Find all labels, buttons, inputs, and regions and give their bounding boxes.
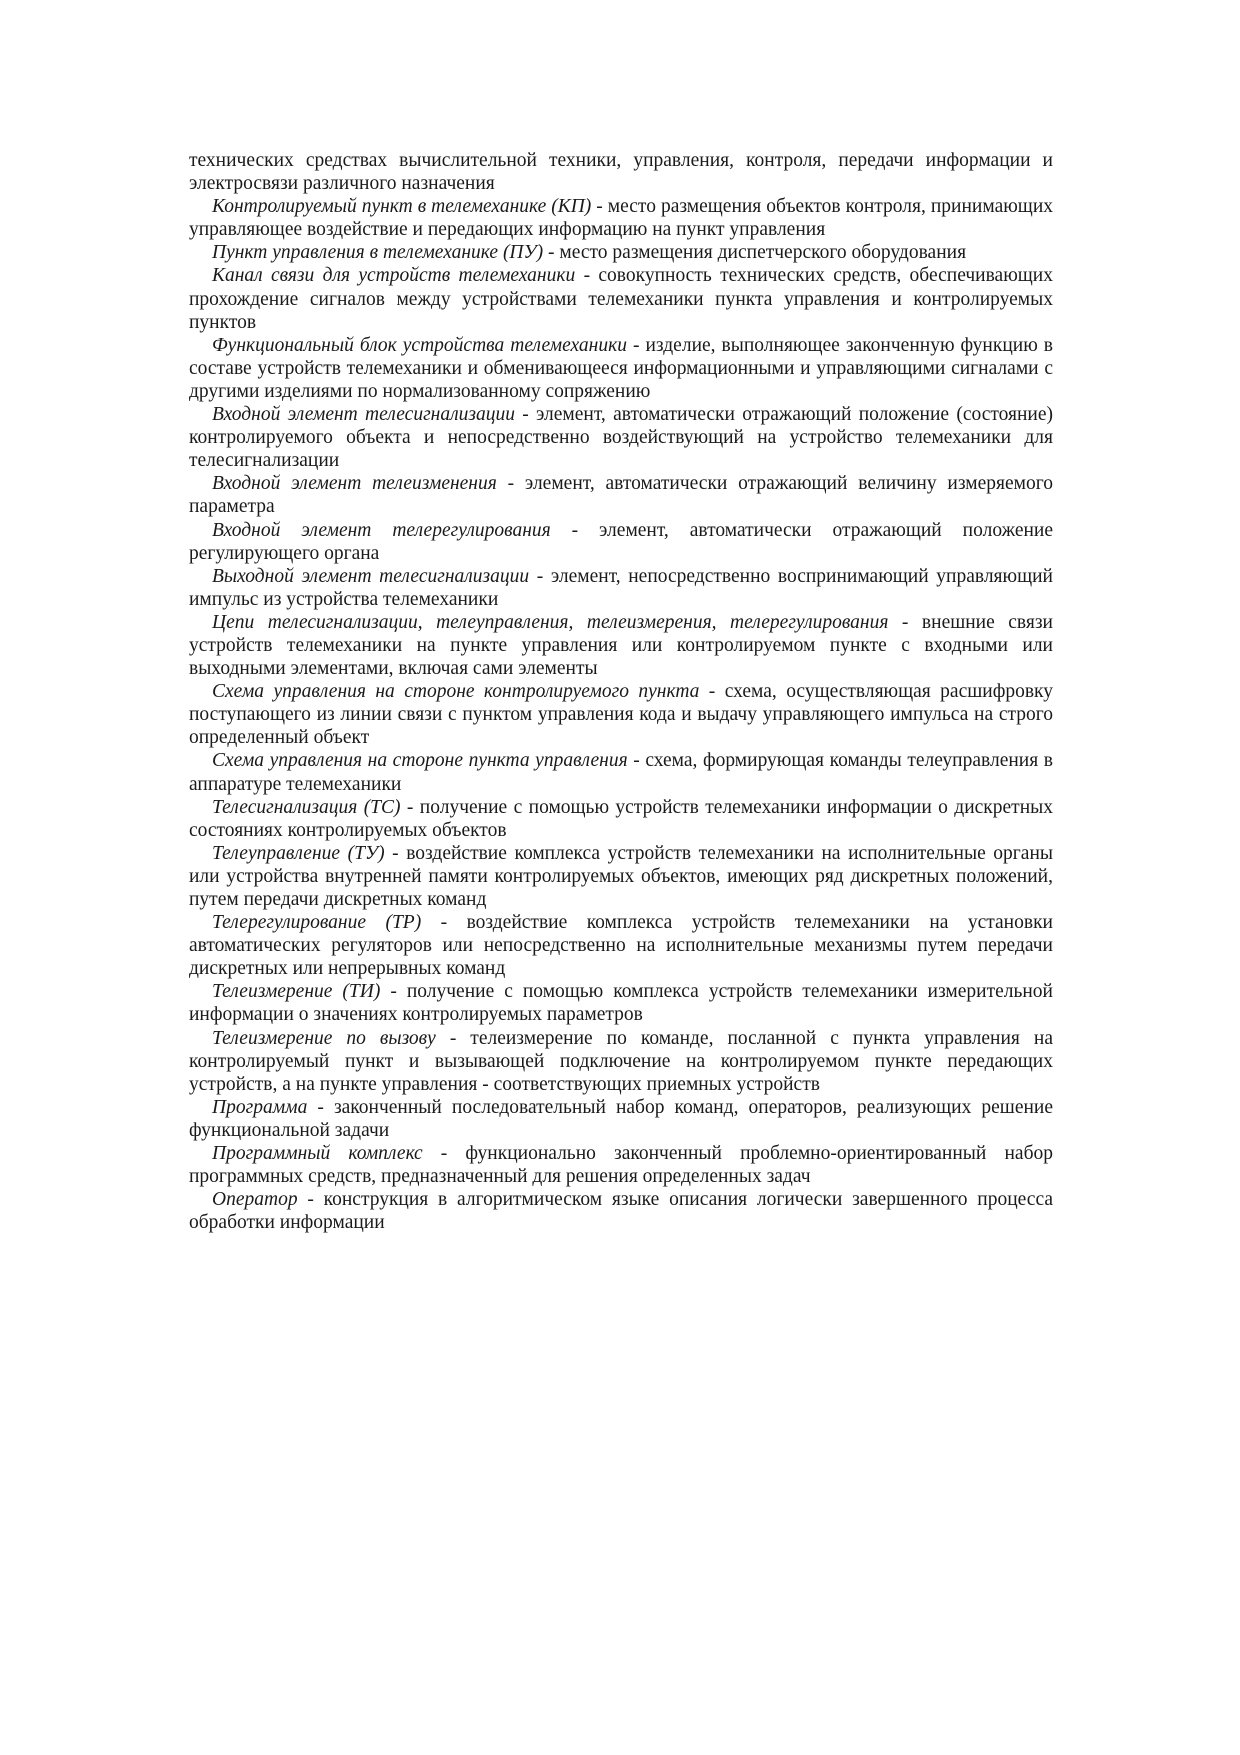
definition: - элемент, непосредственно воспринимающий управляющий импульс из устройства телемеханики xyxy=(189,565,1053,610)
definition: - место размещения диспетчерского оборудования xyxy=(543,242,967,264)
definition-paragraph xyxy=(189,611,1053,680)
definition: - совокупность технических средств, обеспечивающих прохождение сигналов между устройствами телемеханики пункта управления и контролируемых пунктов xyxy=(189,265,1053,333)
term: Входной элемент телерегулирования xyxy=(212,519,551,541)
definition-paragraph xyxy=(189,680,1053,749)
definition: - законченный последовательный набор команд, операторов, реализующих решение функциональной задачи xyxy=(189,1096,1053,1141)
term: Схема управления на стороне пункта управления xyxy=(212,750,628,772)
term: Оператор xyxy=(212,1189,298,1211)
definition: - место размещения объектов контроля, принимающих управляющее воздействие и передающих информацию на пункт управления xyxy=(189,196,1053,241)
term: Телеизмерение по вызову xyxy=(212,1027,436,1049)
term: Программный комплекс xyxy=(212,1143,423,1165)
document-page xyxy=(189,149,1053,1234)
term: Канал связи для устройств телемеханики xyxy=(212,265,576,287)
definition: - конструкция в алгоритмическом языке описания логически завершенного процесса обработки информации xyxy=(189,1189,1053,1234)
term: Цепи телесигнализации, телеуправления, телеизмерения, телерегулирования xyxy=(212,611,889,633)
definition-paragraph xyxy=(189,796,1053,842)
definition-paragraph xyxy=(189,334,1053,403)
term: Выходной элемент телесигнализации xyxy=(212,565,530,587)
term: Схема управления на стороне контролируемого пункта xyxy=(212,681,700,703)
definition: - воздействие комплекса устройств телемеханики на установки автоматических регуляторов или непосредственно на исполнительные механизмы путем передачи дискретных или непрерывных команд xyxy=(189,912,1053,980)
definition-paragraph xyxy=(189,403,1053,472)
definition-paragraph xyxy=(189,749,1053,795)
term: Входной элемент телеизменения xyxy=(212,473,497,495)
definition: - функционально законченный проблемно-ориентированный набор программных средств, предназначенный для решения определенных задач xyxy=(189,1143,1053,1188)
definition: технических средствах вычислительной техники, управления, контроля, передачи информации и электросвязи различного назначения xyxy=(189,150,1053,195)
definition-paragraph xyxy=(189,472,1053,518)
definition-paragraph xyxy=(189,980,1053,1026)
term: Телеизмерение (ТИ) xyxy=(212,981,381,1003)
definition-paragraph xyxy=(189,519,1053,565)
definition: - схема, формирующая команды телеуправления в аппаратуре телемеханики xyxy=(189,750,1053,795)
definition: - воздействие комплекса устройств телемеханики на исполнительные органы или устройства внутренней памяти контролируемых объектов, имеющих ряд дискретных положений, путем передачи дискретных команд xyxy=(189,842,1053,910)
definition: - телеизмерение по команде, посланной с пункта управления на контролируемый пункт и вызывающей подключение на контролируемом пункте передающих устройств, а на пункте управления - соответствующих приемных устройств xyxy=(189,1027,1053,1095)
definition-paragraph xyxy=(189,842,1053,911)
definition-paragraph xyxy=(189,565,1053,611)
definition: - элемент, автоматически отражающий положение (состояние) контролируемого объекта и непосредственно воздействующий на устройство телемеханики для телесигнализации xyxy=(189,404,1053,472)
definition-paragraph xyxy=(189,195,1053,241)
term: Телеуправление (ТУ) xyxy=(212,842,385,864)
definition-paragraph xyxy=(189,1142,1053,1188)
term: Входной элемент телесигнализации xyxy=(212,404,515,426)
definition-paragraph xyxy=(189,241,1053,264)
definition-paragraph xyxy=(189,1096,1053,1142)
term: Программа xyxy=(212,1096,308,1118)
term: Телесигнализация (ТС) xyxy=(212,796,401,818)
term: Телерегулирование (ТР) xyxy=(212,912,422,934)
paragraph-continuation xyxy=(189,149,1053,195)
definition: - изделие, выполняющее законченную функцию в составе устройств телемеханики и обменивающееся информационными и управляющими сигналами с другими изделиями по нормализованному сопряжению xyxy=(189,334,1053,402)
term: Контролируемый пункт в телемеханике (КП) xyxy=(212,196,592,218)
term: Функциональный блок устройства телемеханики xyxy=(212,334,627,356)
definition: - схема, осуществляющая расшифровку поступающего из линии связи с пунктом управления кода и выдачу управляющего импульса на строго определенный объект xyxy=(189,681,1053,749)
definition: - получение с помощью комплекса устройств телемеханики измерительной информации о значениях контролируемых параметров xyxy=(189,981,1053,1026)
definition: - элемент, автоматически отражающий положение регулирующего органа xyxy=(189,519,1053,564)
term: Пункт управления в телемеханике (ПУ) xyxy=(212,242,544,264)
definition: - получение с помощью устройств телемеханики информации о дискретных состояниях контролируемых объектов xyxy=(189,796,1053,841)
definition-paragraph xyxy=(189,1188,1053,1234)
definition: - внешние связи устройств телемеханики на пункте управления или контролируемом пункте с входными или выходными элементами, включая сами элементы xyxy=(189,611,1053,680)
definition-paragraph xyxy=(189,1027,1053,1096)
definition-paragraph xyxy=(189,911,1053,980)
definition-paragraph xyxy=(189,264,1053,333)
definition: - элемент, автоматически отражающий величину измеряемого параметра xyxy=(189,473,1053,518)
